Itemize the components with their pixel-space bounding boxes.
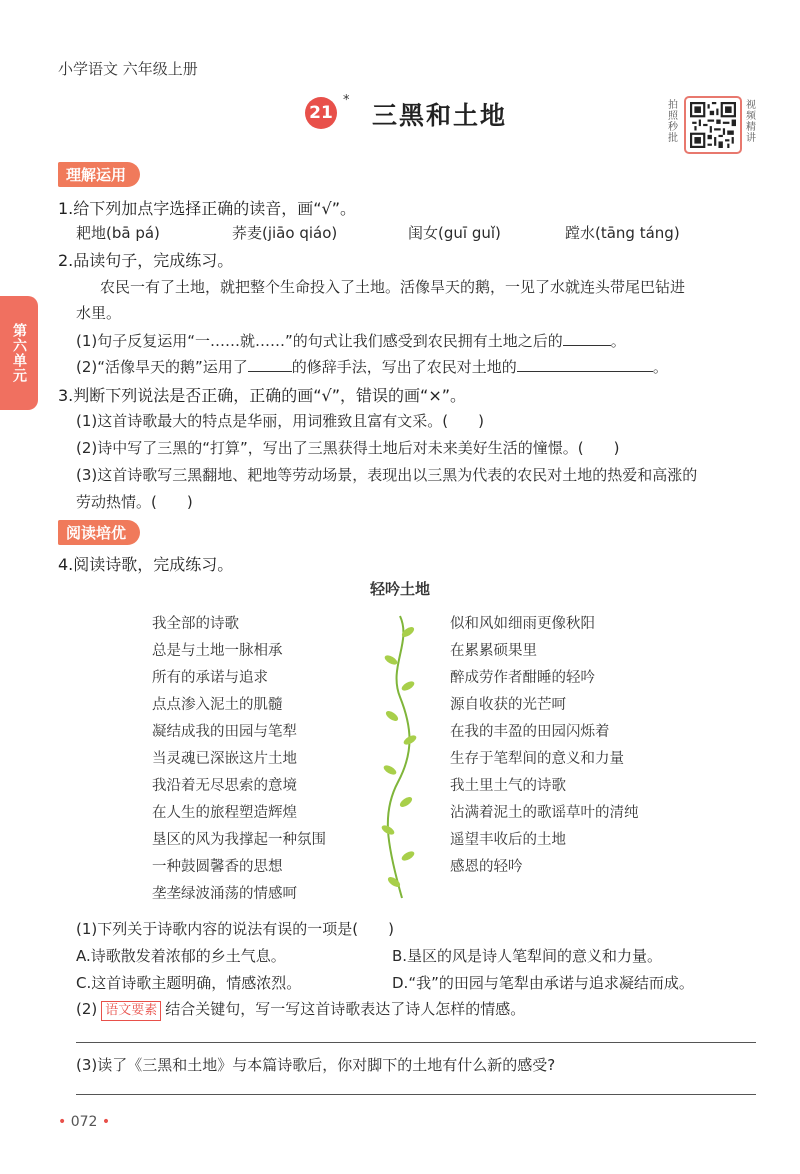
poem-right-line-5: 在我的丰盈的田园闪烁着 xyxy=(450,724,610,740)
q4-sub2-number: (2) xyxy=(76,1000,98,1018)
q1-option-4[interactable]: 蹚水(tāng táng) xyxy=(565,224,680,242)
poem-left-line-2: 总是与土地一脉相承 xyxy=(152,643,283,659)
q2-sub2-blank-2[interactable] xyxy=(517,358,653,372)
question-2-prompt: 2.品读句子，完成练习。 xyxy=(58,251,234,270)
vine-decoration-icon xyxy=(378,612,426,902)
qr-code-icon[interactable] xyxy=(684,96,742,154)
q3-s1-text: (1)这首诗歌最大的特点是华丽，用词雅致且富有文采。( xyxy=(76,412,449,430)
poem-left-line-7: 我沿着无尽思索的意境 xyxy=(152,778,297,794)
section-tag-reading: 阅读培优 xyxy=(58,520,140,545)
lesson-number-badge: 21 xyxy=(305,97,337,129)
question-4-prompt: 4.阅读诗歌，完成练习。 xyxy=(58,555,234,574)
poem-left-line-6: 当灵魂已深嵌这片土地 xyxy=(152,751,297,767)
q2-sub1-text: (1)句子反复运用“一……就……”的句式让我们感受到农民拥有土地之后的 xyxy=(76,332,563,350)
q1-option-2[interactable]: 荞麦(jiāo qiáo) xyxy=(232,224,338,242)
poem-right-line-7: 我土里土气的诗歌 xyxy=(450,778,566,794)
poem-left-line-4: 点点渗入泥土的肌髓 xyxy=(152,697,283,713)
q2-sub2-end: 。 xyxy=(652,358,668,376)
q4-sub1-close: ) xyxy=(388,920,394,938)
q2-sub1-blank[interactable] xyxy=(563,332,611,346)
q3-s2-close: ) xyxy=(613,439,620,457)
poem-left-line-3: 所有的承诺与追求 xyxy=(152,670,268,686)
q2-subquestion-1 xyxy=(76,330,626,351)
poem-left-line-1: 我全部的诗歌 xyxy=(152,616,239,632)
q2-sub2-blank-1[interactable] xyxy=(248,358,292,372)
question-3-prompt: 3.判断下列说法是否正确，正确的画“√”，错误的画“×”。 xyxy=(58,386,467,405)
page-number xyxy=(58,1114,110,1130)
poem-left-line-8: 在人生的旅程塑造辉煌 xyxy=(152,805,297,821)
book-header: 小学语文 六年级上册 xyxy=(58,60,198,78)
q4-sub2-text: 结合关键句，写一写这首诗歌表达了诗人怎样的情感。 xyxy=(165,1000,526,1018)
q4-option-d[interactable]: D.“我”的田园与笔犁由承诺与追求凝结而成。 xyxy=(392,974,694,992)
q3-s1-close: ) xyxy=(478,412,484,430)
q3-s3-text: 劳动热情。( xyxy=(76,493,157,511)
q4-subquestion-2 xyxy=(76,998,525,1021)
q4-option-c[interactable]: C.这首诗歌主题明确，情感浓烈。 xyxy=(76,974,302,992)
qr-pattern xyxy=(690,102,736,148)
q2-subquestion-2 xyxy=(76,356,668,377)
q3-statement-1 xyxy=(76,410,484,431)
q1-option-1[interactable]: 耙地(bā pá) xyxy=(76,224,160,242)
poem-right-line-6: 生存于笔犁间的意义和力量 xyxy=(450,751,624,767)
q2-sub2-text-a: (2)“活像旱天的鹅”运用了 xyxy=(76,358,248,376)
poem-right-line-8: 沾满着泥土的歌谣草叶的清纯 xyxy=(450,805,639,821)
qr-right-caption: 视频精讲 xyxy=(746,100,756,144)
q3-s3-close: ) xyxy=(186,493,193,511)
q2-sub1-end: 。 xyxy=(610,332,626,350)
poem-right-line-1: 似和风如细雨更像秋阳 xyxy=(450,616,595,632)
poem-right-line-4: 源自收获的光芒呵 xyxy=(450,697,566,713)
q4-subquestion-1 xyxy=(76,918,394,939)
qr-left-caption: 拍照秒批 xyxy=(668,100,678,144)
poem-right-line-2: 在累累硕果里 xyxy=(450,643,537,659)
poem-right-line-3: 醉成劳作者酣睡的轻吟 xyxy=(450,670,595,686)
q4-sub2-element-tag: 语文要素 xyxy=(101,1001,161,1021)
unit-side-tab: 第六单元 xyxy=(0,296,38,410)
q3-s2-text: (2)诗中写了三黑的“打算”，写出了三黑获得土地后对未来美好生活的憧憬。( xyxy=(76,439,584,457)
section-tag-understand: 理解运用 xyxy=(58,162,140,187)
q2-passage-line-1: 农民一有了土地，就把整个生命投入了土地。活像旱天的鹅，一见了水就连头带尾巴钻进 xyxy=(100,278,686,296)
poem-left-line-10: 一种鼓圆馨香的思想 xyxy=(152,859,283,875)
q4-sub2-answer-line[interactable] xyxy=(76,1042,756,1043)
q4-option-b[interactable]: B.垦区的风是诗人笔犁间的意义和力量。 xyxy=(392,947,663,965)
poem-title: 轻吟土地 xyxy=(369,580,430,598)
q2-sub2-text-b: 的修辞手法，写出了农民对土地的 xyxy=(291,358,517,376)
poem-right-line-10: 感恩的轻吟 xyxy=(450,859,523,875)
question-1-prompt: 1.给下列加点字选择正确的读音，画“√”。 xyxy=(58,199,357,218)
q1-option-3[interactable]: 闺女(guī guǐ) xyxy=(408,224,501,242)
page-dot-right: • xyxy=(101,1114,111,1130)
q4-subquestion-3: (3)读了《三黑和土地》与本篇诗歌后，你对脚下的土地有什么新的感受? xyxy=(76,1056,556,1074)
q2-passage-line-2: 水里。 xyxy=(76,304,122,322)
poem-left-line-11: 垄垄绿波涌荡的情感呵 xyxy=(152,886,297,902)
q4-sub3-answer-line[interactable] xyxy=(76,1094,756,1095)
q4-sub1-text: (1)下列关于诗歌内容的说法有误的一项是( xyxy=(76,920,359,938)
q3-statement-2 xyxy=(76,437,620,458)
q4-option-a[interactable]: A.诗歌散发着浓郁的乡土气息。 xyxy=(76,947,286,965)
lesson-star: * xyxy=(343,93,350,108)
poem-left-line-9: 垦区的风为我撑起一种氛围 xyxy=(152,832,326,848)
page-dot-left: • xyxy=(58,1114,67,1130)
q3-statement-3-line-2 xyxy=(76,491,193,512)
poem-left-line-5: 凝结成我的田园与笔犁 xyxy=(152,724,297,740)
page-number-text: 072 xyxy=(70,1114,98,1130)
poem-right-line-9: 遥望丰收后的土地 xyxy=(450,832,566,848)
lesson-title: 三黑和土地 xyxy=(372,101,508,130)
q3-statement-3-line-1: (3)这首诗歌写三黑翻地、耙地等劳动场景，表现出以三黑为代表的农民对土地的热爱和高涨的 xyxy=(76,466,698,484)
